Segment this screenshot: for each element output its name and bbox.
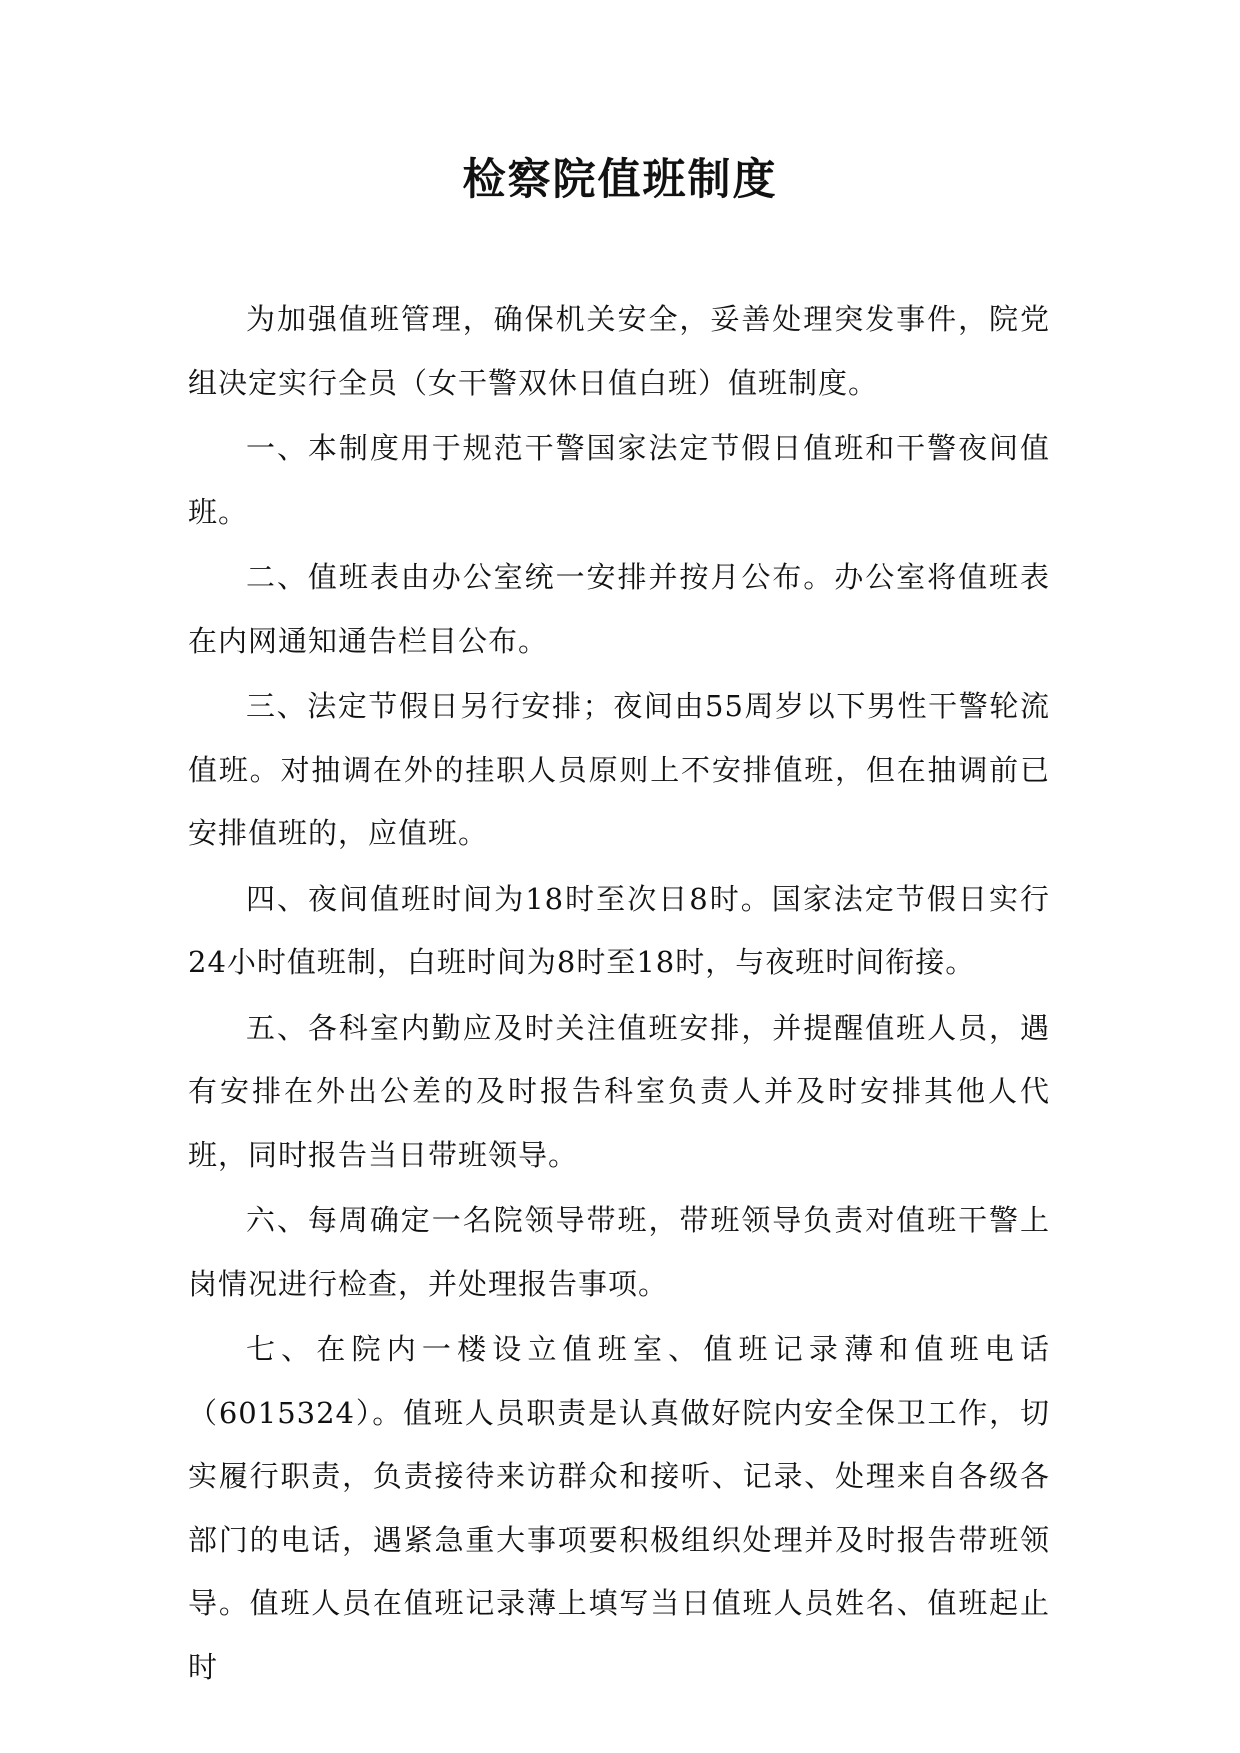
document-body [188, 288, 1050, 1701]
paragraph-item-1: 一、本制度用于规范干警国家法定节假日值班和干警夜间值班。 [188, 431, 1050, 529]
document-title: 检察院值班制度 [462, 155, 778, 205]
paragraph-item-2: 二、值班表由办公室统一安排并按月公布。办公室将值班表在内网通知通告栏目公布。 [188, 560, 1050, 658]
paragraph-item-7: 七、在院内一楼设立值班室、值班记录薄和值班电话（6015324）。值班人员职责是认真做好院内安全保卫工作，切实履行职责，负责接待来访群众和接听、记录、处理来自各级各部门的电话，遇紧急重大事项要积极组织处理并及时报告带班领导。值班人员在值班记录薄上填写当日值班人员姓名、值班起止时 [188, 1332, 1050, 1684]
paragraph-item-6: 六、每周确定一名院领导带班，带班领导负责对值班干警上岗情况进行检查，并处理报告事项。 [188, 1203, 1050, 1301]
paragraph-intro: 为加强值班管理，确保机关安全，妥善处理突发事件，院党组决定实行全员（女干警双休日值白班）值班制度。 [188, 302, 1050, 400]
paragraph-item-3: 三、法定节假日另行安排；夜间由55周岁以下男性干警轮流值班。对抽调在外的挂职人员原则上不安排值班，但在抽调前已安排值班的，应值班。 [188, 689, 1050, 850]
paragraph-item-4: 四、夜间值班时间为18时至次日8时。国家法定节假日实行24小时值班制，白班时间为8时至18时，与夜班时间衔接。 [188, 881, 1050, 979]
paragraph-item-5: 五、各科室内勤应及时关注值班安排，并提醒值班人员，遇有安排在外出公差的及时报告科室负责人并及时安排其他人代班，同时报告当日带班领导。 [188, 1010, 1050, 1172]
